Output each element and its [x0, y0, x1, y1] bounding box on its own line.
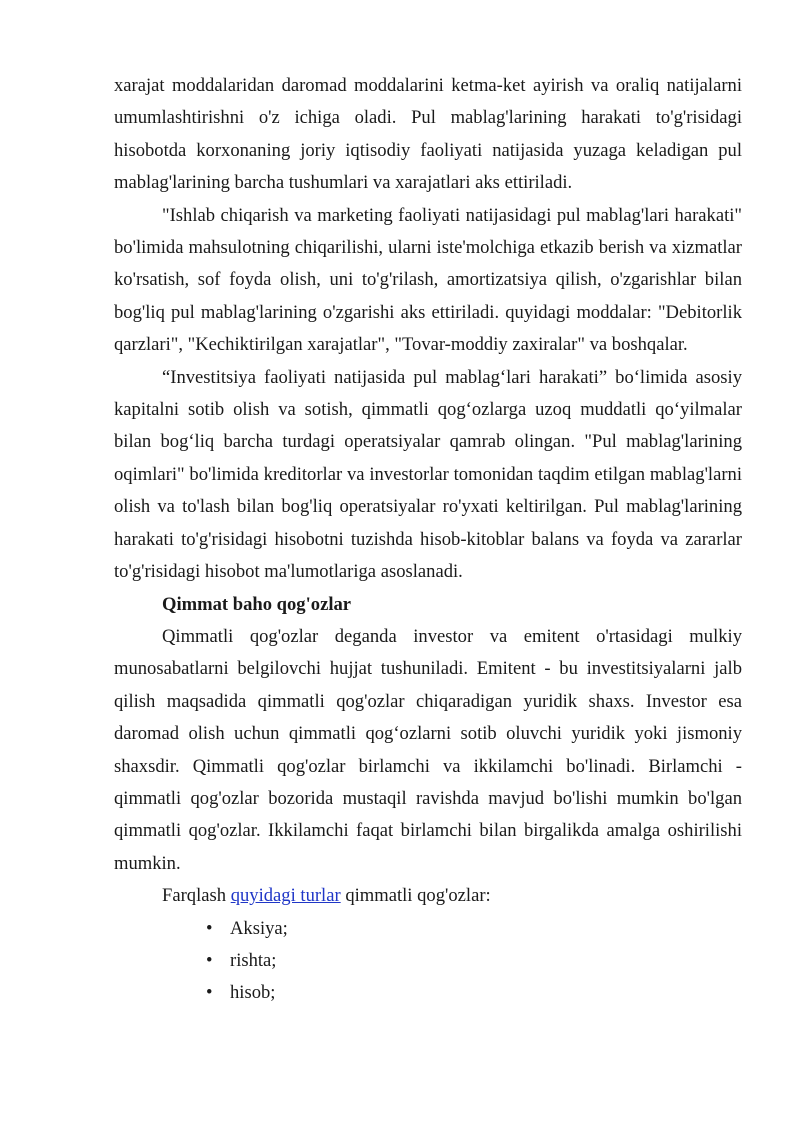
- list-intro-before: Farqlash: [162, 885, 231, 907]
- list-item-text: hisob;: [230, 982, 276, 1004]
- list-intro: [114, 880, 742, 912]
- bullet-icon: •: [206, 949, 213, 971]
- bullet-list: [114, 913, 742, 1010]
- bullet-icon: •: [206, 917, 213, 939]
- list-item: [206, 945, 742, 977]
- paragraph-1: xarajat moddalaridan daromad moddalarini ketma-ket ayirish va oraliq natijalarni umumlashtirishni o'z ichiga oladi. Pul mablag'larining harakati to'g'risidagi hisobotda korxonaning joriy iqtisodiy faoliyati natijasida yuzaga keladigan pul mablag'larining barcha tushumlari va xarajatlari aks ettiriladi.: [114, 75, 742, 194]
- list-intro-after: qimmatli qog'ozlar:: [340, 885, 491, 907]
- paragraph-2: "Ishlab chiqarish va marketing faoliyati natijasidagi pul mablag'lari harakati" bo'limida mahsulotning chiqarilishi, ularni iste'molchiga etkazib berish va xizmatlar ko'rsatish, sof foyda olish, uni to'g'rilash, amortizatsiya qilish, o'zgarishlar bilan bog'liq pul mablag'larining o'zgarishi aks ettiriladi. quyidagi moddalar: "Debitorlik qarzlari", "Kechiktirilgan xarajatlar", "Tovar-moddiy zaxiralar" va boshqalar.: [114, 204, 742, 356]
- list-item-text: Aksiya;: [230, 917, 288, 939]
- list-item: [206, 977, 742, 1009]
- list-item-text: rishta;: [230, 949, 277, 971]
- section-heading: Qimmat baho qog'ozlar: [162, 593, 352, 615]
- paragraph-3: “Investitsiya faoliyati natijasida pul mablag‘lari harakati” bo‘limida asosiy kapitalni sotib olish va sotish, qimmatli qog‘ozlarga uzoq muddatli qo‘yilmalar bilan bog‘liq barcha turdagi operatsiyalar qamrab olingan. "Pul mablag'larining oqimlari" bo'limida kreditorlar va investorlar tomonidan taqdim etilgan mablag'larni olish va to'lash bilan bog'liq operatsiyalar ro'yxati keltirilgan. Pul mablag'larining harakati to'g'risidagi hisobotni tuzishda hisob-kitoblar balans va foyda va zararlar to'g'risidagi hisobot ma'lumotlariga asoslanadi.: [114, 366, 742, 583]
- types-link[interactable]: quyidagi turlar: [230, 885, 341, 907]
- bullet-icon: •: [206, 982, 213, 1004]
- paragraph-4: Qimmatli qog'ozlar deganda investor va emitent o'rtasidagi mulkiy munosabatlarni belgilovchi hujjat tushuniladi. Emitent - bu investitsiyalarni jalb qilish maqsadida qimmatli qog'ozlar chiqaradigan yuridik shaxs. Investor esa daromad olish uchun qimmatli qog‘ozlarni sotib oluvchi yuridik yoki jismoniy shaxsdir. Qimmatli qog'ozlar birlamchi va ikkilamchi bo'linadi. Birlamchi - qimmatli qog'ozlar bozorida mustaqil ravishda mavjud bo'lishi mumkin bo'lgan qimmatli qog'ozlar. Ikkilamchi faqat birlamchi bilan birgalikda amalga oshirilishi mumkin.: [114, 625, 742, 874]
- list-item: [206, 913, 742, 945]
